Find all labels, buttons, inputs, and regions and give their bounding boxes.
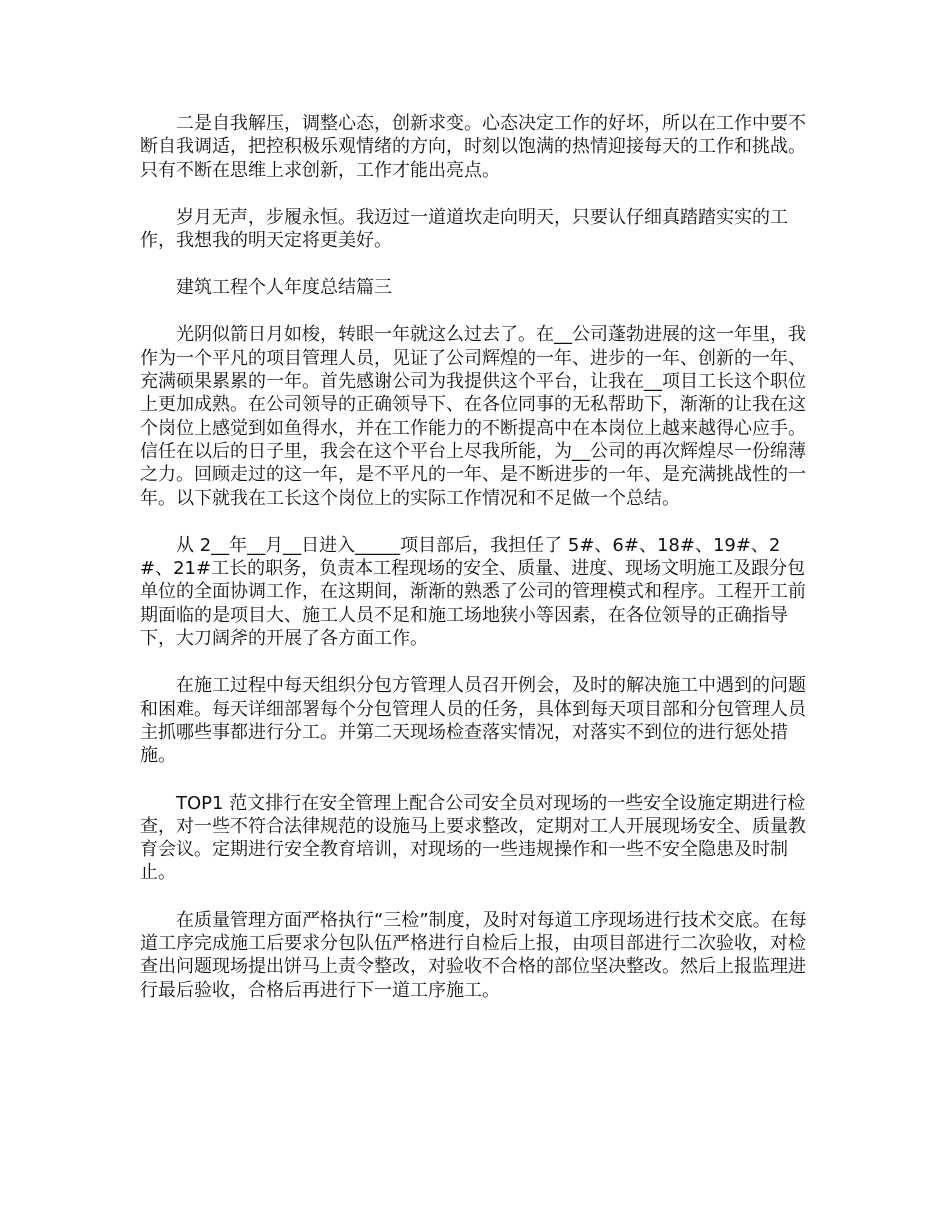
- paragraph-years-silent: 岁月无声，步履永恒。我迈过一道道坎走向明天，只要认仔细真踏踏实实的工作，我想我的明天定将更美好。: [140, 206, 788, 252]
- paragraph-safety-management: TOP1 范文排行在安全管理上配合公司安全员对现场的一些安全设施定期进行检查，对一些不符合法律规范的设施马上要求整改，定期对工人开展现场安全、质量教育会议。定期进行安全教育培训，对现场的一些违规操作和一些不安全隐患及时制止。: [140, 792, 806, 884]
- paragraph-project-role: 从 2__年__月__日进入_____项目部后，我担任了 5#、6#、18#、19#、2#、21#工长的职务，负责本工程现场的安全、质量、进度、现场文明施工及跟分包单位的全面协调工作，在这期间，渐渐的熟悉了公司的管理模式和程序。工程开工前期面临的是项目大、施工人员不足和施工场地狭小等因素，在各位领导的正确指导下，大刀阔斧的开展了各方面工作。: [140, 534, 806, 650]
- section-heading: 建筑工程个人年度总结篇三: [176, 277, 392, 299]
- paragraph-year-review: 光阴似箭日月如梭，转眼一年就这么过去了。在__公司蓬勃进展的这一年里，我作为一个平凡的项目管理人员，见证了公司辉煌的一年、进步的一年、创新的一年、充满硕果累累的一年。首先感谢公司为我提供这个平台，让我在__项目工长这个职位上更加成熟。在公司领导的正确领导下、在各位同事的无私帮助下，渐渐的让我在这个岗位上感觉到如鱼得水，并在工作能力的不断提高中在本岗位上越来越得心应手。信任在以后的日子里，我会在这个平台上尽我所能，为__公司的再次辉煌尽一份绵薄之力。回顾走过的这一年，是不平凡的一年、是不断进步的一年、是充满挑战性的一年。以下就我在工长这个岗位上的实际工作情况和不足做一个总结。: [140, 324, 806, 509]
- paragraph-self-relief: 二是自我解压，调整心态，创新求变。心态决定工作的好坏，所以在工作中要不断自我调适，把控积极乐观情绪的方向，时刻以饱满的热情迎接每天的工作和挑战。只有不断在思维上求创新，工作才能出亮点。: [140, 113, 806, 181]
- paragraph-quality-management: 在质量管理方面严格执行“三检”制度，及时对每道工序现场进行技术交底。在每道工序完成施工后要求分包队伍严格进行自检后上报，由项目部进行二次验收，对检查出问题现场提出饼马上责令整改，对验收不合格的部位坚决整改。然后上报监理进行最后验收，合格后再进行下一道工序施工。: [140, 909, 807, 1001]
- paragraph-daily-meetings: 在施工过程中每天组织分包方管理人员召开例会，及时的解决施工中遇到的问题和困难。每天详细部署每个分包管理人员的任务，具体到每天项目部和分包管理人员主抓哪些事都进行分工。并第二天现场检查落实情况，对落实不到位的进行惩处措施。: [140, 675, 806, 767]
- document-page: [140, 112, 812, 1026]
